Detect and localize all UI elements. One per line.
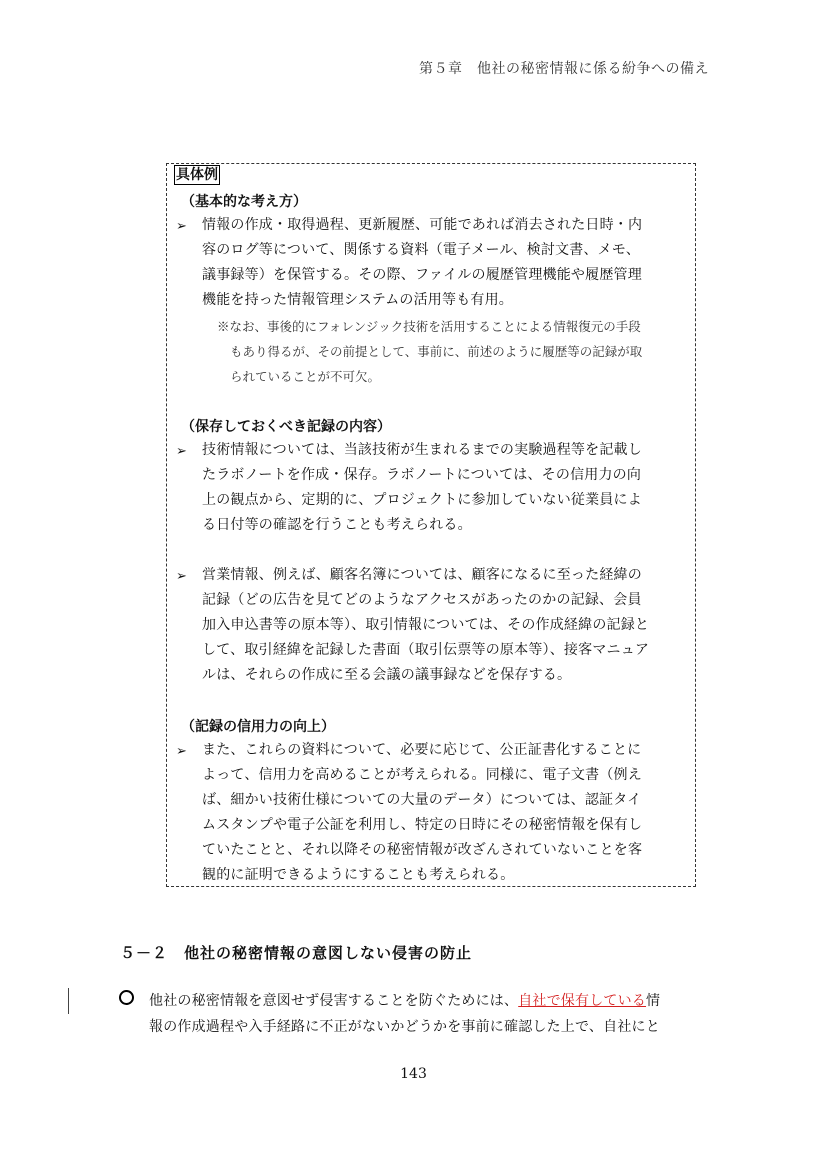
chapter-header: 第５章 他社の秘密情報に係る紛争への備え	[419, 61, 709, 77]
basic-approach-paragraph	[202, 213, 680, 313]
text-line: また、これらの資料について、必要に応じて、公正証書化することに	[202, 742, 642, 758]
bullet-arrow-icon: ➢	[176, 744, 187, 759]
note-line: もあり得るが、その前提として、事前に、前述のように履歴等の記録が取	[230, 344, 643, 359]
text-line	[149, 988, 709, 1014]
text-line: 観的に証明できるようにすることも考えられる。	[202, 867, 515, 883]
section-heading-credibility: （記録の信用力の向上）	[181, 719, 335, 735]
text-line: ていたことと、それ以降その秘密情報が改ざんされていないことを客	[202, 842, 643, 858]
body-paragraph	[149, 988, 709, 1040]
text-line: ムスタンプや電子公証を利用し、特定の日時にその秘密情報を保有し	[202, 817, 643, 833]
example-box	[166, 163, 696, 887]
bullet-arrow-icon: ➢	[176, 444, 187, 459]
technical-info-paragraph	[202, 438, 680, 538]
note-line: ※なお、事後的にフォレンジック技術を活用することによる情報復元の手段	[217, 319, 641, 334]
highlighted-revision-text: 自社で保有している	[518, 993, 647, 1009]
text-line: よって、信用力を高めることが考えられる。同様に、電子文書（例え	[202, 767, 642, 783]
text-line: 機能を持った情報管理システムの活用等も有用。	[202, 292, 513, 308]
text-line: 議事録等）を保管する。その際、ファイルの履歴管理機能や履歴管理	[202, 267, 642, 283]
forensic-note	[217, 314, 687, 389]
text-line: して、取引経緯を記録した書面（取引伝票等の原本等）、接客マニュア	[202, 642, 650, 658]
text-line: ルは、それらの作成に至る会議の議事録などを保存する。	[202, 667, 572, 683]
text-line: 加入申込書等の原本等）、取引情報については、その作成経緯の記録と	[202, 617, 650, 633]
text-line: ば、細かい技術仕様についての大量のデータ）については、認証タイ	[202, 792, 642, 808]
text-line: 営業情報、例えば、顧客名簿については、顧客になるに至った経緯の	[202, 567, 642, 583]
text-line: る日付等の確認を行うことも考えられる。	[202, 517, 472, 533]
text-line: 報の作成過程や入手経路に不正がないかどうかを事前に確認した上で、自社にと	[149, 1019, 660, 1035]
sales-info-paragraph	[202, 563, 680, 688]
text-line: たラボノートを作成・保存。ラボノートについては、その信用力の向	[202, 467, 642, 483]
example-label: 具体例	[176, 167, 218, 183]
bullet-arrow-icon: ➢	[176, 219, 187, 234]
text-segment: 情	[646, 993, 661, 1009]
section-heading-records: （保存しておくべき記録の内容）	[181, 419, 391, 435]
section-heading-5-2: ５－２ 他社の秘密情報の意図しない侵害の防止	[120, 944, 473, 962]
circle-bullet-icon	[119, 990, 134, 1005]
text-line: 記録（どの広告を見てどのようなアクセスがあったのかの記録、会員	[202, 592, 642, 608]
credibility-paragraph	[202, 738, 680, 888]
bullet-arrow-icon: ➢	[176, 569, 187, 584]
text-line: 情報の作成・取得過程、更新履歴、可能であれば消去された日時・内	[202, 217, 643, 233]
text-line: 上の観点から、定期的に、プロジェクトに参加していない従業員によ	[202, 492, 642, 508]
section-heading-basic: （基本的な考え方）	[181, 194, 307, 210]
revision-change-bar	[68, 988, 69, 1014]
text-line: 容のログ等について、関係する資料（電子メール、検討文書、メモ、	[202, 242, 641, 258]
page-number: 143	[400, 1066, 427, 1082]
text-segment: 他社の秘密情報を意図せず侵害することを防ぐためには、	[149, 993, 519, 1009]
text-line: 技術情報については、当該技術が生まれるまでの実験過程等を記載し	[202, 442, 642, 458]
note-line: られていることが不可欠。	[230, 369, 381, 384]
